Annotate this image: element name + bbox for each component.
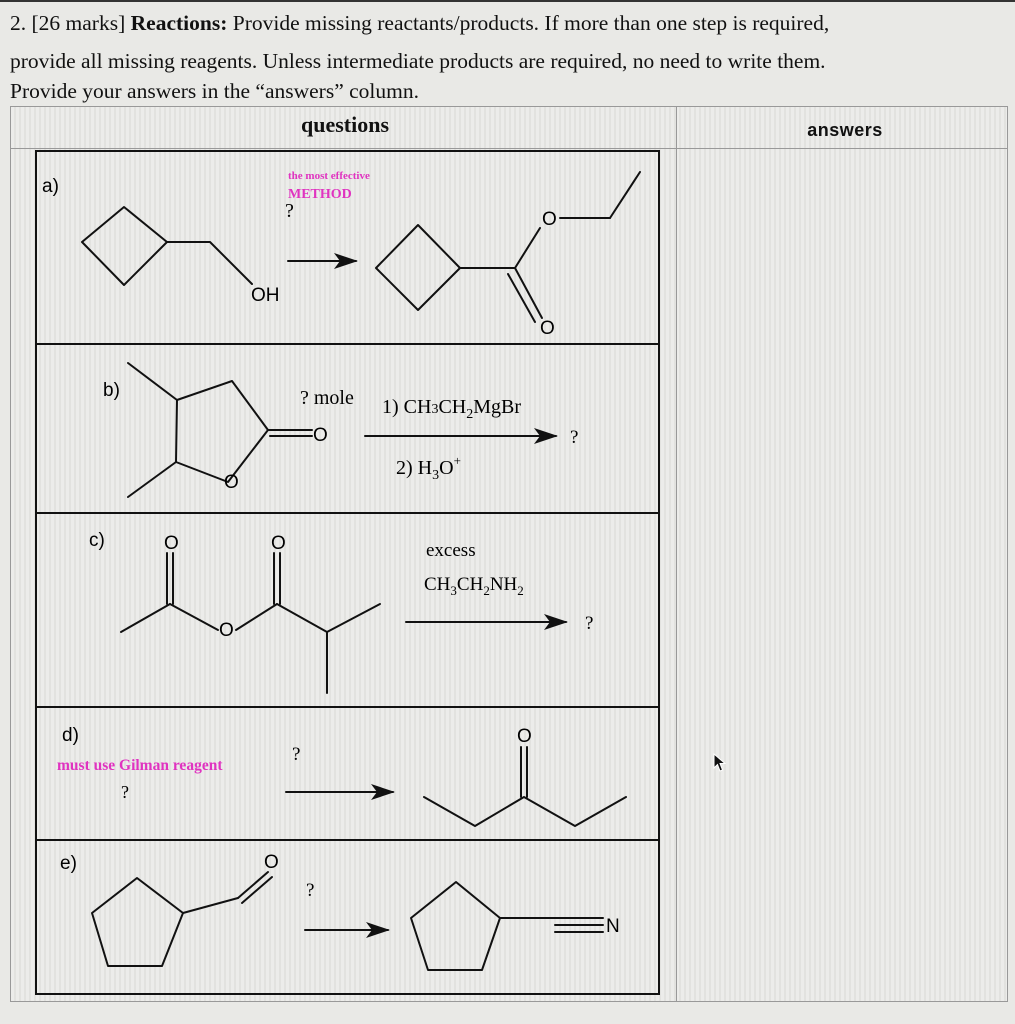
header-text-1: Provide missing reactants/products. If more than one step is required, bbox=[227, 11, 830, 35]
reaction-a-carbonyl-oxygen: O bbox=[540, 318, 555, 339]
reaction-a-reagent: ? bbox=[285, 200, 294, 222]
reaction-e-product bbox=[411, 882, 603, 970]
reaction-e-reactant bbox=[92, 872, 272, 966]
answers-column-header: answers bbox=[807, 120, 883, 140]
reaction-b-step1: 1) $CH3CH_2MgBr$ bbox=[382, 396, 522, 422]
reaction-d-carbonyl-oxygen: O bbox=[517, 726, 532, 747]
mouse-cursor-icon bbox=[712, 752, 728, 774]
reaction-a-note-line2: METHOD bbox=[288, 187, 352, 202]
reaction-b-product: ? bbox=[570, 427, 579, 448]
reaction-b-carbonyl-oxygen: O bbox=[313, 425, 328, 446]
reaction-b-label: b) bbox=[103, 380, 120, 401]
reaction-c-label: c) bbox=[89, 530, 105, 551]
header-line-3: Provide your answers in the “answers” column. bbox=[10, 79, 419, 103]
reaction-c-oxygen-2: O bbox=[271, 533, 286, 554]
reaction-c-oxygen-1: O bbox=[164, 533, 179, 554]
reaction-a-product bbox=[376, 172, 640, 322]
reaction-c-ester-oxygen: O bbox=[219, 620, 234, 641]
reaction-d-reagent: ? bbox=[292, 744, 301, 765]
reaction-e-label: e) bbox=[60, 853, 77, 874]
reaction-c-reagent-line1: excess bbox=[426, 540, 476, 561]
reaction-c-reagent-line2: $CH_3CH_2NH_2$ bbox=[424, 574, 524, 598]
reaction-b-reactant bbox=[128, 363, 312, 497]
section-title: Reactions: bbox=[130, 11, 228, 35]
reaction-a-note-line1: the most effective bbox=[288, 170, 370, 182]
reaction-d-label: d) bbox=[62, 725, 79, 746]
reaction-c-product: ? bbox=[585, 613, 594, 634]
reaction-a-reactant bbox=[82, 207, 252, 285]
reaction-b-step2: 2) $H_3O^+$ bbox=[396, 453, 461, 483]
reaction-a-oh-label: OH bbox=[251, 285, 280, 306]
question-number: 2. [26 marks] bbox=[10, 11, 131, 35]
questions-column-header: questions bbox=[300, 112, 390, 137]
reaction-e-reagent: ? bbox=[306, 880, 315, 901]
reaction-b-mole: ? mole bbox=[300, 387, 354, 409]
reaction-b-ring-oxygen: O bbox=[224, 472, 239, 493]
reaction-d-product bbox=[424, 747, 626, 826]
reaction-e-nitrile-nitrogen: N bbox=[606, 916, 620, 937]
reaction-a-ester-oxygen: O bbox=[542, 209, 557, 230]
reaction-d-note: must use Gilman reagent bbox=[57, 757, 223, 774]
reaction-d-reactant: ? bbox=[121, 782, 129, 802]
reaction-c-reactant bbox=[121, 553, 380, 693]
header-line-2: provide all missing reagents. Unless intermediate products are required, no need to write them. bbox=[10, 49, 826, 73]
reaction-e-aldehyde-oxygen: O bbox=[264, 852, 279, 873]
reaction-a-label: a) bbox=[42, 176, 59, 197]
